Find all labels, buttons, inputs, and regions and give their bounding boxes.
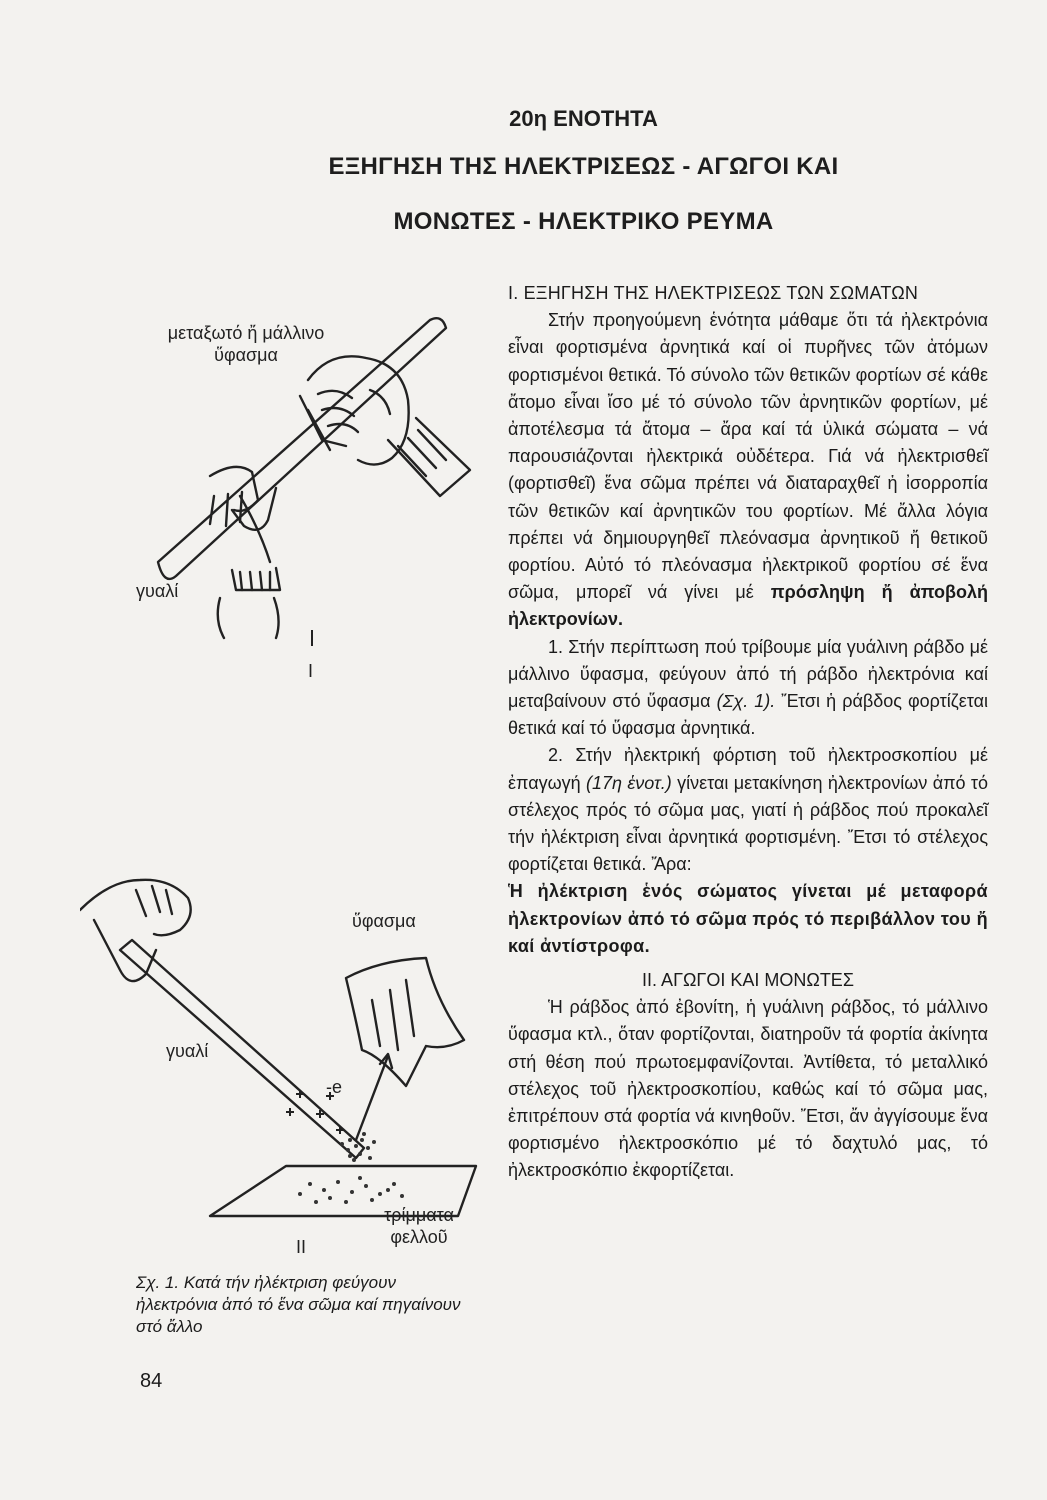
section-2-paragraph: Ἡ ράβδος ἀπό ἐβονίτη, ἡ γυάλινη ράβδος, τό μάλλινο ὕφασμα κτλ., ὅταν φορτίζονται, διατηροῦν τά φορτία ἀκίνητα στή θέση πού πρωτοεμφανίζονται. Ἀντίθετα, τό μεταλλικό στέλεχος τοῦ ἠλεκτροσκοπίου, καθώς καί τό σῶμα μας, ἐπιτρέπουν στά φορτία νά κινηθοῦν. Ἔτσι, ἄν ἀγγίσουμε ἕνα φορτισμένο ἠλεκτροσκόπιο μέ τό δαχτυλό μας, τό ἠλεκτροσκόπιο ἐκφορτίζεται. [508, 997, 988, 1181]
label-silk-wool-cloth-text: μεταξωτό ἤ μάλλινο ὕφασμα [167, 323, 325, 365]
item-1-text-a: 1. Στήν περίπτωση πού τρίβουμε μία γυάλινη ράβδο μέ μάλλινο ὕφασμα, φεύγουν ἀπό τή ράβδο ἠλεκτρόνια καί μεταβαίνουν στό ὕφασμα [508, 636, 988, 712]
label-silk-wool-cloth [146, 322, 346, 366]
label-cork-crumbs: τρίμματα φελλοῦ [384, 1205, 454, 1247]
section-1-heading: Ι. ΕΞΗΓΗΣΗ ΤΗΣ ΗΛΕΚΤΡΙΣΕΩΣ ΤΩΝ ΣΩΜΑΤΩΝ [508, 283, 919, 303]
key-rule: Ἡ ἠλέκτριση ἑνός σώματος γίνεται μέ μεταφορά ἠλεκτρονίων ἀπό τό σῶμα πρός τό περιβάλλον του ἤ καί ἀντίστροφα. [508, 881, 988, 957]
chapter-title-line1: ΕΞΗΓΗΣΗ ΤΗΣ ΗΛΕΚΤΡΙΣΕΩΣ - ΑΓΩΓΟΙ ΚΑΙ [328, 153, 839, 180]
unit-heading: 20η ΕΝΟΤΗΤΑ [509, 106, 658, 131]
page-number: 84 [140, 1370, 163, 1392]
section-1-paragraph [508, 307, 988, 633]
chapter-title-line2: ΜΟΝΩΤΕΣ - ΗΛΕΚΤΡΙΚΟ ΡΕΥΜΑ [393, 208, 774, 235]
figure-caption: Σχ. 1. Κατά τήν ἠλέκτριση φεύγουν ἠλεκτρόνια ἀπό τό ἕνα σῶμα καί πηγαίνουν στό ἄλλο [136, 1273, 461, 1336]
item-2 [508, 742, 988, 878]
item-2-text-a: 2. Στήν ἠλεκτρική φόρτιση τοῦ ἠλεκτροσκοπίου μέ ἐπαγωγή [508, 745, 988, 793]
figure-marker-2: II [296, 1237, 307, 1257]
section-1-paragraph-text: Στήν προηγούμενη ἑνότητα μάθαμε ὅτι τά ἠλεκτρόνια εἶναι φορτισμένα ἀρνητικά καί οἱ πυρῆνες τῶν ἀτόμων φορτισμένοι θετικά. Τό σύνολο τῶν θετικῶν φορτίων σέ κάθε ἄτομο εἶναι ἴσο μέ τό σύνολο τῶν ἀρνητικῶν φορτίων, μέ ἀποτέλεσμα τά ἄτομα – ἄρα καί τά ὑλικά σώματα – νά παρουσιάζονται ἠλεκτρικά οὐδέτερα. Γιά νά ἠλεκτρισθεῖ (φορτισθεῖ) ἕνα σῶμα πρέπει νά διαταραχθεῖ ἡ ἰσορροπία τῶν θετικῶν καί ἀρνητικῶν του φορτίων. Μέ ἄλλα λόγια πρέπει νά δημιουργηθεῖ πλεόνασμα ἀρνητικοῦ ἤ θετικοῦ φορτίου. Αὐτό τό πλεόνασμα ἠλεκτρικοῦ φορτίου σέ ἕνα σῶμα, μπορεῖ νά γίνει μέ [508, 310, 988, 603]
item-2-reference: (17η ἑνοτ.) [586, 772, 672, 793]
section-2-heading: ΙΙ. ΑΓΩΓΟΙ ΚΑΙ ΜΟΝΩΤΕΣ [642, 969, 854, 990]
label-electron: -e [326, 1077, 343, 1097]
label-fabric: ὕφασμα [352, 911, 416, 931]
text-column [508, 280, 988, 1185]
figure-cork-crumbs [80, 850, 500, 1250]
item-2-text-b: γίνεται μετακίνηση ἠλεκτρονίων ἀπό τό στέλεχος πρός τό σῶμα μας, γιατί ἡ ράβδος πού προκαλεῖ τήν ἠλέκτριση εἶναι ἀρνητικά φορτισμένη. Ἔτσι τό στέλεχος φορτίζεται θετικά. Ἄρα: [508, 772, 988, 875]
section-1-paragraph-bold: πρόσληψη ἤ ἀποβολή ἠλεκτρονίων. [508, 582, 988, 630]
label-glass-1: γυαλί [136, 581, 179, 601]
item-1-reference: (Σχ. 1). [716, 691, 776, 712]
item-1 [508, 634, 988, 743]
label-glass-2: γυαλί [166, 1041, 209, 1061]
item-1-text-b: Ἔτσι ἡ ράβδος φορτίζεται θετικά καί τό ὕφασμα ἀρνητικά. [508, 691, 988, 739]
figure-marker-1: I [308, 661, 314, 681]
